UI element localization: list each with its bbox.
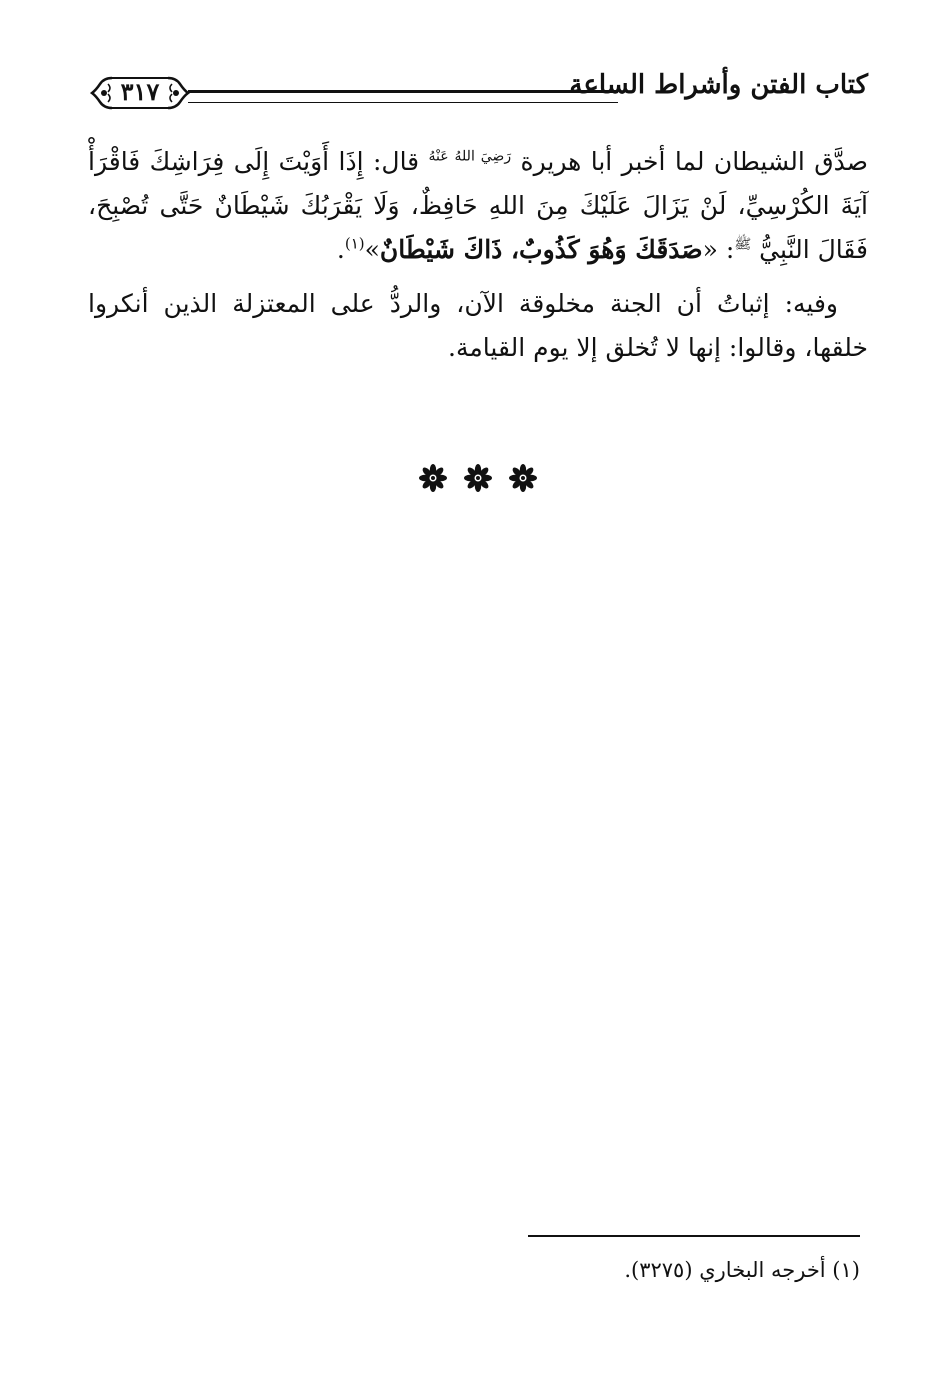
honorific: ﷺ bbox=[734, 236, 752, 253]
paragraph: وفيه: إثباتُ أن الجنة مخلوقة الآن، والردُّ على المعتزلة الذين أنكروا خلقها، وقالوا: إنها لا تُخلق إلا يوم القيامة. bbox=[88, 289, 868, 362]
text-span: . bbox=[336, 235, 345, 264]
paragraph bbox=[88, 140, 868, 272]
footnote-reference[interactable]: (١) bbox=[344, 234, 365, 253]
flower-ornament-icon bbox=[463, 463, 493, 493]
text-span: قال: إِذَا أَوَيْتَ إِلَى فِرَاشِكَ فَاقْرَأْ آيَةَ الكُرْسِيِّ، لَنْ يَزَالَ عَلَيْكَ مِنَ اللهِ حَافِظٌ، وَلَا يَقْرَبُكَ شَيْطَانٌ حَتَّى تُصْبِحَ، فَقَالَ النَّبِيُّ bbox=[88, 147, 868, 264]
section-separator bbox=[418, 458, 538, 498]
text-span: : « bbox=[702, 235, 735, 264]
honorific: رَضِيَ اللهُ عَنْهُ bbox=[428, 148, 512, 165]
footnote: (١) أخرجه البخاري (٣٢٧٥). bbox=[624, 1258, 860, 1282]
page-number: ٣١٧ bbox=[120, 77, 160, 106]
footnote-separator-rule bbox=[528, 1235, 860, 1237]
header-title: كتاب الفتن وأشراط الساعة bbox=[569, 70, 868, 100]
flower-ornament-icon bbox=[418, 463, 448, 493]
flower-ornament-icon bbox=[508, 463, 538, 493]
page-number-frame bbox=[90, 70, 190, 116]
hadith-quote: صَدَقَكَ وَهُوَ كَذُوبٌ، ذَاكَ شَيْطَانٌ bbox=[379, 235, 703, 264]
text-span: » bbox=[364, 235, 380, 264]
header-rule bbox=[188, 90, 618, 103]
running-header bbox=[90, 70, 868, 126]
main-text bbox=[88, 140, 868, 370]
text-span: صدَّق الشيطان لما أخبر أبا هريرة bbox=[511, 147, 868, 176]
